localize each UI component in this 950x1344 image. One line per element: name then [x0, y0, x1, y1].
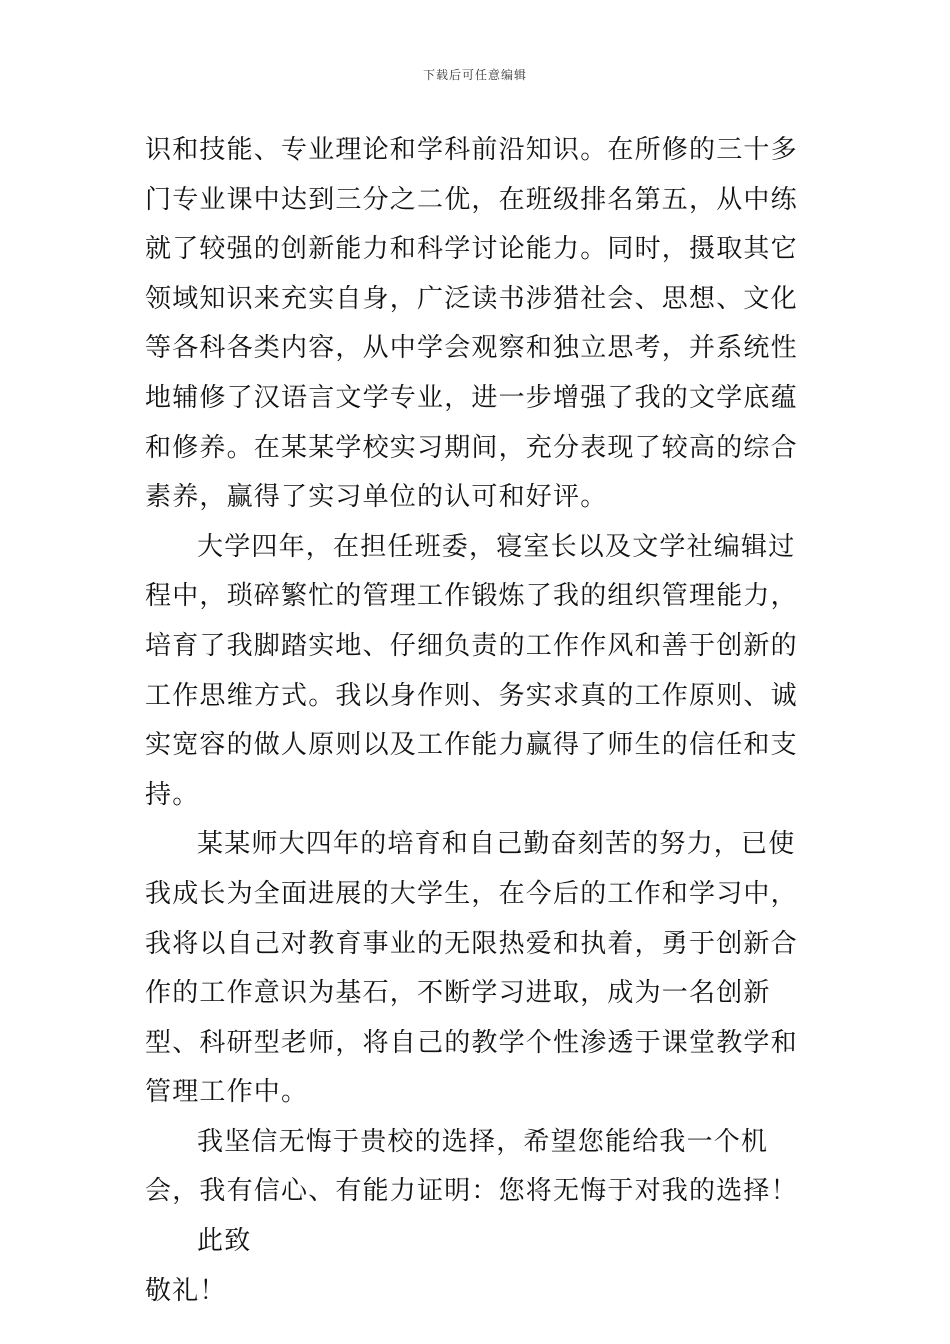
salutation: 敬礼！: [145, 1275, 227, 1306]
closing-phrase: 此致: [197, 1226, 252, 1257]
paragraph-continuation: 识和技能、专业理论和学科前沿知识。在所修的三十多门专业课中达到三分之二优，在班级排名第五，从中练就了较强的创新能力和科学讨论能力。同时，摄取其它领域知识来充实自身，广泛读书涉猎社会、思想、文化等各科各类内容，从中学会观察和独立思考，并系统性地辅修了汉语言文学专业，进一步增强了我的文学底蕴和修养。在某某学校实习期间，充分表现了较高的综合素养，赢得了实习单位的认可和好评。: [145, 135, 798, 513]
paragraph-university-roles: 大学四年，在担任班委，寝室长以及文学社编辑过程中，琐碎繁忙的管理工作锻炼了我的组织管理能力，培育了我脚踏实地、仔细负责的工作作风和善于创新的工作思维方式。我以身作则、务实求真的工作原则、诚实宽容的做人原则以及工作能力赢得了师生的信任和支持。: [145, 531, 798, 810]
document-body: [145, 126, 810, 1316]
paragraph-growth: 某某师大四年的培育和自己勤奋刻苦的努力，已使我成长为全面进展的大学生，在今后的工作和学习中，我将以自己对教育事业的无限热爱和执着，勇于创新合作的工作意识为基石，不断学习进取，成为一名创新型、科研型老师，将自己的教学个性渗透于课堂教学和管理工作中。: [145, 829, 798, 1108]
header-note: 下载后可任意编辑: [422, 68, 527, 82]
paragraph-conclusion: 我坚信无悔于贵校的选择，希望您能给我一个机会，我有信心、有能力证明：您将无悔于对我的选择！: [145, 1126, 798, 1207]
